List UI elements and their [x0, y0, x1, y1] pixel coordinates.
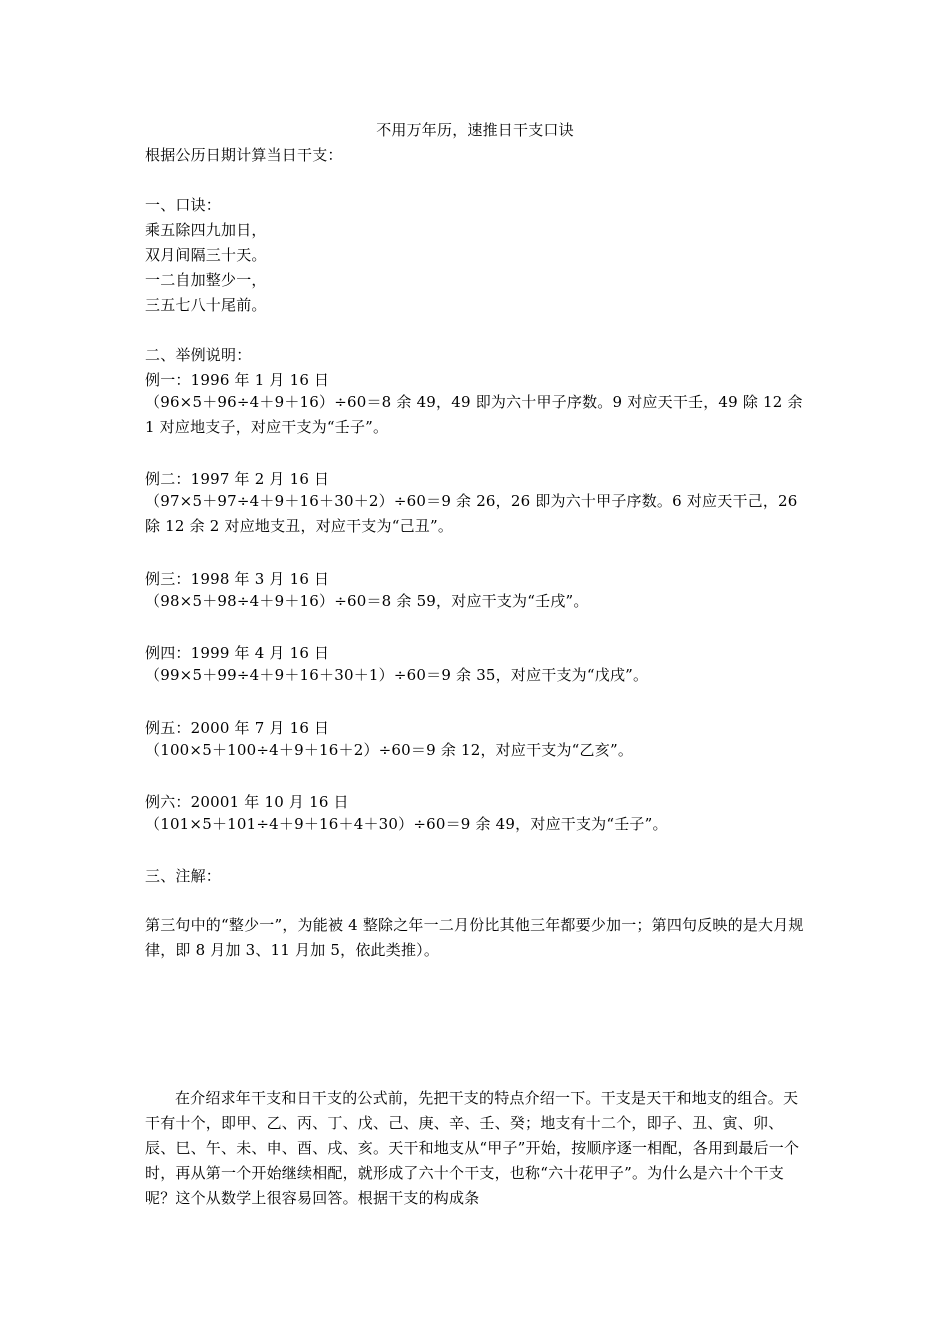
intro-line: 根据公历日期计算当日干支：	[145, 146, 343, 164]
example-date: 例三：1998 年 3 月 16 日	[145, 570, 330, 588]
example-date: 例五：2000 年 7 月 16 日	[145, 719, 330, 737]
example-calculation: （98×5＋98÷4＋9＋16）÷60＝8 余 59，对应干支为“壬戌”。	[145, 592, 589, 610]
example-date: 例四：1999 年 4 月 16 日	[145, 644, 330, 662]
section-heading-examples: 二、举例说明：	[145, 346, 252, 364]
notes-paragraph: 第三句中的“整少一”，为能被 4 整除之年一二月份比其他三年都要少加一；第四句反映的是大月规律，即 8 月加 3、11 月加 5，依此类推）。	[145, 916, 804, 959]
example-calculation: （100×5＋100÷4＋9＋16＋2）÷60＝9 余 12，对应干支为“乙亥”。	[145, 741, 634, 759]
essay-paragraph: 在介绍求年干支和日干支的公式前，先把干支的特点介绍一下。干支是天干和地支的组合。天干有十个，即甲、乙、丙、丁、戊、己、庚、辛、壬、癸；地支有十二个，即子、丑、寅、卯、辰、巳、午、未、申、酉、戌、亥。天干和地支从“甲子”开始，按顺序逐一相配，各用到最后一个时，再从第一个开始继续相配，就形成了六十个干支，也称“六十花甲子”。为什么是六十个干支呢？这个从数学上很容易回答。根据干支的构成条	[145, 1089, 800, 1207]
example-calculation: （96×5＋96÷4＋9＋16）÷60＝8 余 49，49 即为六十甲子序数。9 对应天干壬，49 除 12 余 1 对应地支子，对应干支为“壬子”。	[145, 393, 803, 436]
example-calculation: （99×5＋99÷4＋9＋16＋30＋1）÷60＝9 余 35，对应干支为“戊戌”。	[145, 666, 649, 684]
mnemonic-line: 乘五除四九加日，	[145, 221, 267, 239]
mnemonic-line: 一二自加整少一，	[145, 271, 267, 289]
example-calculation: （101×5＋101÷4＋9＋16＋4＋30）÷60＝9 余 49，对应干支为“壬子”。	[145, 815, 668, 833]
example-date: 例六：20001 年 10 月 16 日	[145, 793, 349, 811]
example-date: 例一：1996 年 1 月 16 日	[145, 371, 330, 389]
document-title: 不用万年历，速推日干支口诀	[376, 121, 574, 139]
mnemonic-line: 三五七八十尾前。	[145, 296, 267, 314]
mnemonic-line: 双月间隔三十天。	[145, 246, 267, 264]
section-heading-notes: 三、注解：	[145, 867, 222, 885]
example-date: 例二：1997 年 2 月 16 日	[145, 470, 330, 488]
section-heading-mnemonic: 一、口诀：	[145, 196, 222, 214]
example-calculation: （97×5＋97÷4＋9＋16＋30＋2）÷60＝9 余 26，26 即为六十甲子序数。6 对应天干己，26 除 12 余 2 对应地支丑，对应干支为“己丑”。	[145, 492, 798, 535]
